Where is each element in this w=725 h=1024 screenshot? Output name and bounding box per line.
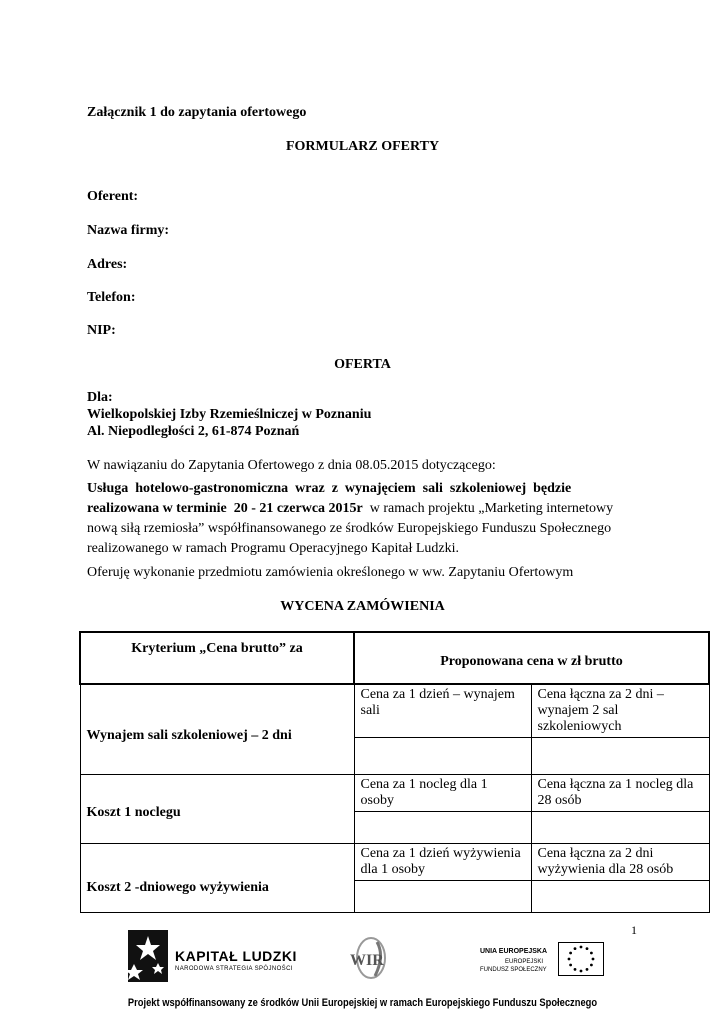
recipient-name: Wielkopolskiej Izby Rzemieślniczej w Poznaniu	[87, 407, 372, 422]
declaration-text: Oferuję wykonanie przedmiotu zamówienia określonego w ww. Zapytaniu Ofertowym	[87, 565, 574, 580]
wir-text: WIR	[350, 952, 384, 969]
kl-subtitle: NARODOWA STRATEGIA SPÓJNOŚCI	[175, 966, 293, 972]
address-label: Adres:	[87, 257, 128, 272]
service-line-4: realizowanego w ramach Programu Operacyjnego Kapitał Ludzki.	[87, 541, 460, 556]
input-meal-total-price[interactable]	[531, 881, 709, 913]
nip-label: NIP:	[87, 323, 116, 338]
service-description	[87, 479, 640, 559]
label-meal-person-price: Cena za 1 dzień wyżywienia dla 1 osoby	[354, 844, 531, 881]
input-meal-person-price[interactable]	[354, 881, 531, 913]
offer-title: OFERTA	[334, 357, 391, 372]
input-room-day-price[interactable]	[354, 738, 531, 775]
service-line-3: nową siłą rzemiosła” współfinansowanego ze środków Europejskiego Funduszu Społecznego	[87, 521, 612, 536]
criterion-room-rental: Wynajem sali szkoleniowej – 2 dni	[80, 684, 354, 775]
pricing-table	[79, 631, 710, 913]
label-night-person-price: Cena za 1 nocleg dla 1 osoby	[354, 775, 531, 812]
input-night-person-price[interactable]	[354, 812, 531, 844]
service-line-1: Usługa hotelowo-gastronomiczna wraz z wynajęciem sali szkoleniowej będzie	[87, 481, 572, 496]
form-title: FORMULARZ OFERTY	[285, 139, 440, 154]
oferent-label: Oferent:	[87, 189, 139, 204]
criterion-catering: Koszt 2 -dniowego wyżywienia	[80, 844, 354, 913]
kl-name: KAPITAŁ LUDZKI	[175, 948, 297, 964]
table-row	[80, 844, 709, 881]
label-room-day-price: Cena za 1 dzień – wynajem sali	[354, 684, 531, 738]
label-meal-total-price: Cena łączna za 2 dni wyżywienia dla 28 osób	[531, 844, 709, 881]
service-dates: realizowana w terminie 20 - 21 czerwca 2015r	[87, 501, 363, 516]
page-number: 1	[631, 923, 637, 937]
service-line-2	[87, 499, 640, 519]
price-header: Proponowana cena w zł brutto	[354, 632, 709, 684]
label-night-total-price: Cena łączna za 1 nocleg dla 28 osób	[531, 775, 709, 812]
firm-name-label: Nazwa firmy:	[87, 223, 170, 238]
annex-title: Załącznik 1 do zapytania ofertowego	[87, 105, 307, 120]
criterion-header: Kryterium „Cena brutto” za	[80, 632, 354, 684]
input-night-total-price[interactable]	[531, 812, 709, 844]
footer-logos	[125, 930, 605, 990]
input-room-total-price[interactable]	[531, 738, 709, 775]
eu-name: UNIA EUROPEJSKA	[480, 948, 548, 955]
valuation-title: WYCENA ZAMÓWIENIA	[280, 599, 445, 614]
service-project: w ramach projektu „Marketing internetowy	[362, 501, 614, 516]
recipient-address: Al. Niepodległości 2, 61-874 Poznań	[87, 424, 300, 439]
for-label: Dla:	[87, 390, 113, 405]
table-header-row	[80, 632, 709, 684]
phone-label: Telefon:	[87, 290, 136, 305]
label-room-total-price: Cena łączna za 2 dni – wynajem 2 sal szkoleniowych	[531, 684, 709, 738]
table-row	[80, 684, 709, 738]
table-row	[80, 775, 709, 812]
kapital-ludzki-logo-icon	[128, 930, 168, 982]
eu-subtitle-1: EUROPEJSKI	[505, 959, 544, 965]
eu-subtitle-2: FUNDUSZ SPOŁECZNY	[480, 967, 547, 973]
criterion-accommodation: Koszt 1 noclegu	[80, 775, 354, 844]
wir-logo-icon	[347, 936, 389, 984]
eu-flag-icon	[558, 942, 604, 976]
cofinancing-note: Projekt współfinansowany ze środków Unii Europejskiej w ramach Europejskiego Funduszu Społecznego	[127, 997, 598, 1009]
intro-text: W nawiązaniu do Zapytania Ofertowego z dnia 08.05.2015 dotyczącego:	[87, 458, 496, 473]
